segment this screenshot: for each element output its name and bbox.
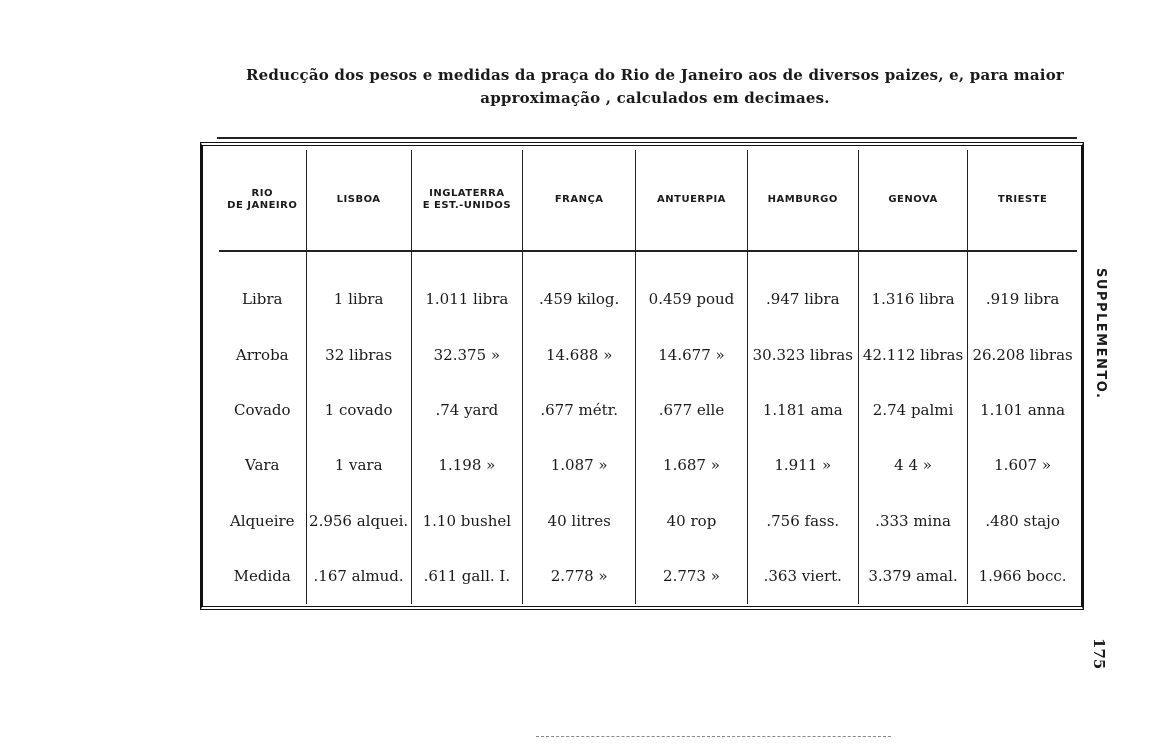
table-cell: Alqueire (229, 511, 295, 530)
table-cell: 26.208 libras (968, 327, 1077, 382)
table-row-libra (219, 251, 1077, 327)
table-cell: 1.607 » (968, 438, 1077, 493)
table-row-arroba (219, 327, 1077, 382)
header-genova: GENOVA (858, 150, 967, 251)
header-lisboa: LISBOA (306, 150, 411, 251)
table-cell: 1 vara (306, 438, 411, 493)
table-cell: Arroba (235, 345, 289, 364)
table-cell: .167 almud. (306, 549, 411, 604)
table-cell: .363 viert. (747, 549, 858, 604)
table-cell: 2.773 » (636, 549, 747, 604)
table-cell: .459 kilog. (523, 251, 636, 327)
table-cell: .677 métr. (523, 382, 636, 437)
page-number: 175 (1090, 638, 1108, 670)
table-cell: .74 yard (411, 382, 522, 437)
table-cell: Vara (244, 456, 280, 475)
table-cell: Covado (233, 401, 291, 420)
page-title (240, 64, 1070, 110)
table-row-alqueire (219, 493, 1077, 548)
table-cell: 40 litres (523, 493, 636, 548)
table-cell: 32 libras (306, 327, 411, 382)
header-hamburgo: HAMBURGO (747, 150, 858, 251)
conversion-table (219, 150, 1077, 604)
table-cell: 1 covado (306, 382, 411, 437)
table-cell: 1.687 » (636, 438, 747, 493)
table-cell: 1.198 » (411, 438, 522, 493)
table-cell: .947 libra (747, 251, 858, 327)
table-cell: 4 4 » (858, 438, 967, 493)
table-cell: 2.778 » (523, 549, 636, 604)
header-franca: FRANÇA (523, 150, 636, 251)
table-cell: 1.316 libra (858, 251, 967, 327)
table-cell: 1.101 anna (968, 382, 1077, 437)
header-inglaterra: INGLATERRA E EST.-UNIDOS (411, 150, 522, 251)
table-cell: 1.966 bocc. (968, 549, 1077, 604)
header-row (219, 150, 1077, 251)
bottom-rule (536, 736, 891, 737)
running-head: SUPPLEMENTO. (1093, 268, 1108, 400)
table-cell: 1.911 » (747, 438, 858, 493)
header-trieste: TRIESTE (968, 150, 1077, 251)
table-cell: 1 libra (306, 251, 411, 327)
table-cell: Medida (233, 567, 291, 586)
conversion-table-frame (200, 142, 1084, 610)
title-line-1: Reducção dos pesos e medidas da praça do Rio de Janeiro aos de diversos paizes, e, para maior (245, 66, 1065, 84)
table-cell: 3.379 amal. (858, 549, 967, 604)
table-cell: 1.10 bushel (411, 493, 522, 548)
table-cell: 14.688 » (523, 327, 636, 382)
table-row-covado (219, 382, 1077, 437)
table-cell: 32.375 » (411, 327, 522, 382)
table-cell: 1.181 ama (747, 382, 858, 437)
header-rio-de-janeiro: RIO DE JANEIRO (219, 150, 306, 251)
table-cell: 1.011 libra (411, 251, 522, 327)
table-cell: 1.087 » (523, 438, 636, 493)
table-row-medida (219, 549, 1077, 604)
table-cell: 0.459 poud (636, 251, 747, 327)
table-cell: .333 mina (858, 493, 967, 548)
table-cell: 14.677 » (636, 327, 747, 382)
table-cell: 2.956 alquei. (306, 493, 411, 548)
header-antuerpia: ANTUERPIA (636, 150, 747, 251)
table-cell: 2.74 palmi (858, 382, 967, 437)
table-cell: .611 gall. I. (411, 549, 522, 604)
table-cell: 30.323 libras (747, 327, 858, 382)
table-cell: 42.112 libras (858, 327, 967, 382)
title-line-2: approximação , calculados em decimaes. (480, 89, 830, 107)
table-cell: Libra (242, 289, 283, 308)
table-cell: .677 elle (636, 382, 747, 437)
table-cell: 40 rop (636, 493, 747, 548)
table-row-vara (219, 438, 1077, 493)
table-cell: .919 libra (968, 251, 1077, 327)
table-cell: .480 stajo (968, 493, 1077, 548)
table-cell: .756 fass. (747, 493, 858, 548)
